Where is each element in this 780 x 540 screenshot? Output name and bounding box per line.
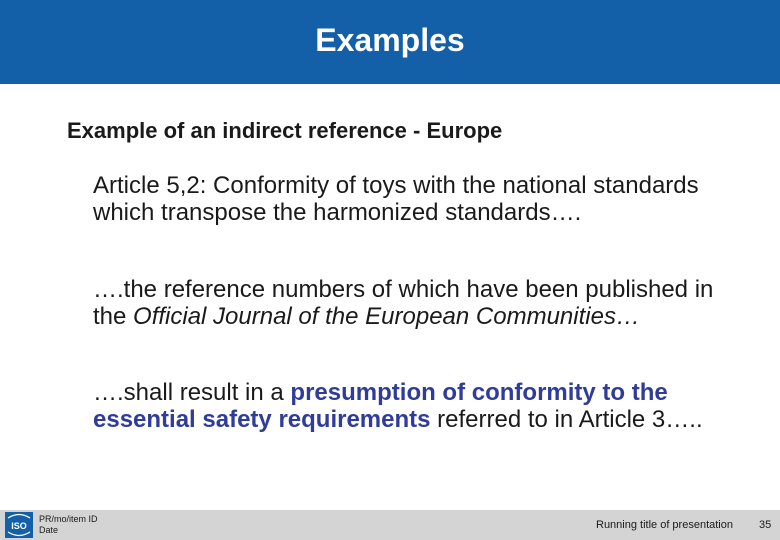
title-bar (0, 0, 780, 84)
emphasis-text: presumption of conformity to the essential safety requirements (93, 379, 668, 433)
slide-title: Examples (315, 21, 465, 58)
iso-logo-text: ISO (11, 521, 27, 531)
journal-name-italic: Official Journal of the European Communities… (133, 303, 640, 330)
iso-logo-icon (5, 512, 33, 538)
running-title: Running title of presentation (596, 519, 733, 531)
page-number: 35 (759, 519, 772, 531)
footer-bar (0, 510, 780, 540)
footer-item-id: PR/mo/item ID (39, 514, 98, 524)
paragraph-presumption (93, 379, 733, 433)
paragraph-text-end: referred to in Article 3….. (430, 406, 703, 433)
paragraph-text: ….the reference numbers of which have been published in the (93, 276, 714, 330)
footer-date: Date (39, 525, 59, 535)
paragraph-reference-numbers (93, 276, 733, 330)
paragraph-text: ….shall result in a (93, 379, 291, 406)
paragraph-article: Article 5,2: Conformity of toys with the national standards which transpose the harmonized standards…. (93, 172, 699, 226)
footer-meta (39, 514, 98, 536)
section-heading: Example of an indirect reference - Europe (67, 118, 503, 143)
